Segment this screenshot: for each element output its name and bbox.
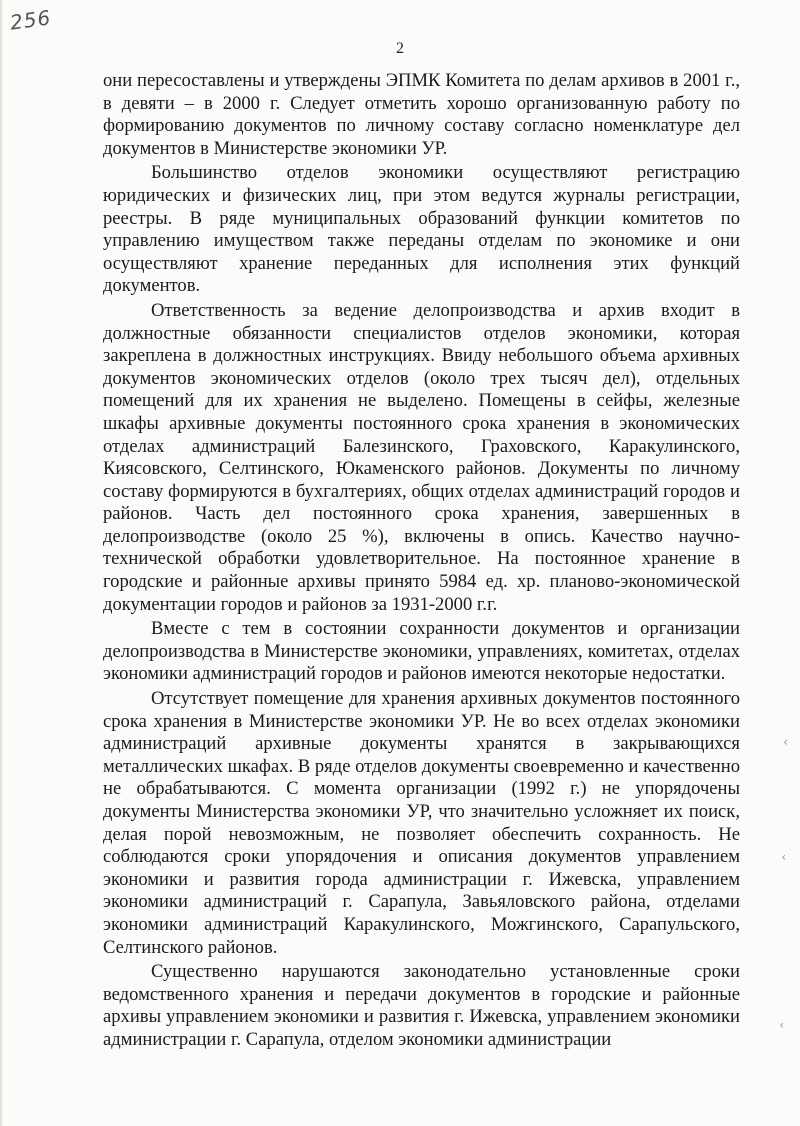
paragraph-6: Существенно нарушаются законодательно установленные сроки ведомственного хранения и передачи документов в городские и районные архивы управлением экономики и развития г. Ижевска, управлением экономики администрации г. Сарапула, отделом экономики администрации [103, 961, 740, 1050]
handwritten-note: 256 [8, 5, 53, 35]
paragraph-1: они пересоставлены и утверждены ЭПМК Комитета по делам архивов в 2001 г., в девяти – в 2000 г. Следует отметить хорошо организованную работу по формированию документов по личному составу согласно номенклатуре дел документов в Министерстве экономики УР. [103, 70, 740, 159]
scan-mark: ‹ [781, 850, 786, 864]
paragraph-3: Ответственность за ведение делопроизводства и архив входит в должностные обязанности специалистов отделов экономики, которая закреплена в должностных инструкциях. Ввиду небольшого объема архивных документов экономических отделов (около трех тысяч дел), отдельных помещений для их хранения не выделено. Помещены в сейфы, железные шкафы архивные документы постоянного срока хранения в экономических отделах администраций Балезинского, Граховского, Каракулинского, Киясовского, Селтинского, Юкаменского районов. Документы по личному составу формируются в бухгалтериях, общих отделах администраций городов и районов. Часть дел постоянного срока хранения, завершенных в делопроизводстве (около 25 %), включены в опись. Качество научно-технической обработки удовлетворительное. На постоянное хранение в городские и районные архивы принято 5984 ед. хр. планово-экономической документации городов и районов за 1931-2000 г.г. [103, 299, 740, 615]
paragraph-5: Отсутствует помещение для хранения архивных документов постоянного срока хранения в Министерстве экономики УР. Не во всех отделах экономики администраций архивные документы хранятся в закрывающихся металлических шкафах. В ряде отделов документы своевременно и качественно не обрабатываются. С момента организации (1992 г.) не упорядочены документы Министерства экономики УР, что значительно усложняет их поиск, делая порой невозможным, не позволяет обеспечить сохранность. Не соблюдаются сроки упорядочения и описания документов управлением экономики и развития города администрации г. Ижевска, управлением экономики администраций г. Сарапула, Завьяловского района, отделами экономики администраций Каракулинского, Можгинского, Сарапульского, Селтинского районов. [103, 688, 740, 958]
scan-mark: ‹ [783, 735, 788, 749]
document-body [103, 70, 740, 1052]
paragraph-2: Большинство отделов экономики осуществляют регистрацию юридических и физических лиц, при этом ведутся журналы регистрации, реестры. В ряде муниципальных образований функции комитетов по управлению имуществом также переданы отделам по экономике и они осуществляют хранение переданных для исполнения этих функций документов. [103, 162, 740, 297]
scan-mark: ‹ [779, 1018, 784, 1032]
page-number: 2 [396, 40, 404, 57]
scan-edge [0, 0, 3, 1126]
paragraph-4: Вместе с тем в состоянии сохранности документов и организации делопроизводства в Министерстве экономики, управлениях, комитетах, отделах экономики администраций городов и районов имеются некоторые недостатки. [103, 618, 740, 685]
